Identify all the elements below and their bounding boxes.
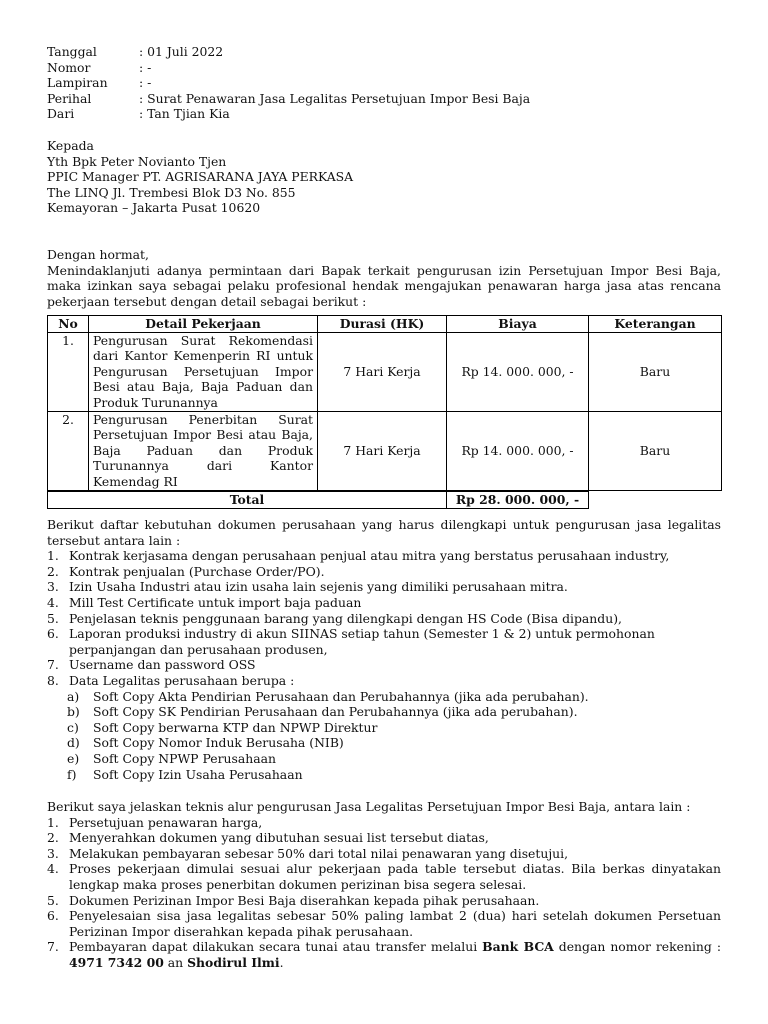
header-row-date <box>47 44 530 60</box>
header-value: : 01 Juli 2022 <box>139 44 224 59</box>
payment-text-part: dengan nomor rekening : <box>553 939 721 955</box>
list-text: Penjelasan teknis penggunaan barang yang dilengkapi dengan HS Code (Bisa dipandu), <box>69 610 622 626</box>
list-text: Username dan password OSS <box>69 657 256 673</box>
sublist-letter: d) <box>67 735 80 751</box>
list-item <box>47 564 721 580</box>
cell-detail: Pengurusan Penerbitan Surat Persetujuan Impor Besi atau Baja, Baja Paduan dan Produk Turunannya dari Kantor Kemendag RI <box>89 411 318 490</box>
header-label: Dari <box>47 106 75 122</box>
list-item <box>47 893 721 909</box>
cell-detail: Pengurusan Surat Rekomendasi dari Kantor Kemenperin RI untuk Pengurusan Persetujuan Impor Besi atau Baja, Baja Paduan dan Produk Turunannya <box>89 332 318 411</box>
documents-list <box>47 548 721 688</box>
account-holder: Shodirul Ilmi <box>187 954 280 970</box>
list-text: Persetujuan penawaran harga, <box>69 814 263 830</box>
payment-text-part: . <box>279 954 284 970</box>
list-number: 6. <box>47 908 59 924</box>
cell-no: 2. <box>48 411 89 490</box>
sublist-letter: a) <box>67 688 80 704</box>
sublist-text: Soft Copy berwarna KTP dan NPWP Direktur <box>93 719 378 735</box>
list-item <box>47 657 721 673</box>
address-line: PPIC Manager PT. AGRISARANA JAYA PERKASA <box>47 169 354 185</box>
list-text: Melakukan pembayaran sebesar 50% dari total nilai penawaran yang disetujui, <box>69 845 569 861</box>
legal-docs-sublist <box>47 689 721 783</box>
list-text: Kontrak kerjasama dengan perusahaan penjual atau mitra yang berstatus perusahaan industry, <box>69 548 670 564</box>
sublist-letter: f) <box>67 766 77 782</box>
letter-header <box>47 44 530 122</box>
list-number: 5. <box>47 610 59 626</box>
sublist-text: Soft Copy Izin Usaha Perusahaan <box>93 766 303 782</box>
column-header: No <box>48 316 89 333</box>
address-line: The LINQ Jl. Trembesi Blok D3 No. 855 <box>47 184 296 200</box>
header-row-attachment <box>47 75 530 91</box>
list-text: Mill Test Certificate untuk import baja paduan <box>69 594 362 610</box>
list-text: Penyelesaian sisa jasa legalitas sebesar 50% paling lambat 2 (dua) hari setelah dokumen Persetuan Perizinan Impor diserahkan kepada pihak perusahaan. <box>69 908 721 939</box>
process-list <box>47 815 721 971</box>
header-label: Nomor <box>47 59 91 75</box>
list-number: 2. <box>47 563 59 579</box>
table-row <box>48 411 722 490</box>
list-number: 8. <box>47 672 59 688</box>
total-row <box>47 491 589 509</box>
list-item <box>47 939 721 970</box>
account-number: 4971 7342 00 <box>69 954 164 970</box>
documents-section <box>47 517 721 782</box>
table-row <box>48 332 722 411</box>
list-number: 1. <box>47 814 59 830</box>
sublist-text: Soft Copy NPWP Perusahaan <box>93 750 276 766</box>
sublist-text: Soft Copy SK Pendirian Perusahaan dan Perubahannya (jika ada perubahan). <box>93 704 578 720</box>
list-item <box>47 830 721 846</box>
sublist-item <box>47 689 721 705</box>
list-text: Data Legalitas perusahaan berupa : <box>69 672 295 688</box>
sublist-item <box>47 767 721 783</box>
work-table <box>47 315 722 491</box>
sublist-item <box>47 751 721 767</box>
header-label: Tanggal <box>47 44 97 59</box>
list-item <box>47 595 721 611</box>
documents-intro: Berikut daftar kebutuhan dokumen perusahaan yang harus dilengkapi untuk pengurusan jasa legalitas tersebut antara lain : <box>47 517 721 548</box>
header-value: : Surat Penawaran Jasa Legalitas Persetujuan Impor Besi Baja <box>139 90 531 106</box>
list-number: 4. <box>47 861 59 877</box>
salutation: Dengan hormat, <box>47 247 149 262</box>
sublist-letter: e) <box>67 750 80 766</box>
header-value: : - <box>139 59 152 75</box>
sublist-text: Soft Copy Nomor Induk Berusaha (NIB) <box>93 735 344 751</box>
cell-duration: 7 Hari Kerja <box>318 411 447 490</box>
header-label: Lampiran <box>47 75 108 91</box>
list-number: 7. <box>47 939 59 955</box>
list-number: 6. <box>47 626 59 642</box>
address-line: Kepada <box>47 138 94 153</box>
list-text: Proses pekerjaan dimulai sesuai alur pekerjaan pada table tersebut diatas. Bila berkas dinyatakan lengkap maka proses penerbitan dokumen perizinan bisa segera selesai. <box>69 861 721 892</box>
column-header: Keterangan <box>589 316 722 333</box>
list-number: 5. <box>47 892 59 908</box>
cell-duration: 7 Hari Kerja <box>318 332 447 411</box>
sublist-item <box>47 735 721 751</box>
payment-text-part: Pembayaran dapat dilakukan secara tunai atau transfer melalui <box>69 939 483 955</box>
total-label: Total <box>48 492 447 509</box>
column-header: Biaya <box>447 316 589 333</box>
sublist-letter: c) <box>67 719 79 735</box>
list-number: 3. <box>47 845 59 861</box>
header-row-number <box>47 60 530 76</box>
header-row-from <box>47 106 530 122</box>
list-text: Menyerahkan dokumen yang dibutuhan sesuai list tersebut diatas, <box>69 830 489 846</box>
list-number: 1. <box>47 548 59 564</box>
list-item <box>47 611 721 627</box>
intro-paragraph: Menindaklanjuti adanya permintaan dari Bapak terkait pengurusan izin Persetujuan Impor Besi Baja, maka izinkan saya sebagai pelaku profesional hendak mengajukan penawaran harga jasa atas rencana pekerjaan tersebut dengan detail sebagai berikut : <box>47 262 721 309</box>
sublist-item <box>47 720 721 736</box>
list-number: 4. <box>47 594 59 610</box>
total-value: Rp 28. 000. 000, - <box>447 492 589 509</box>
list-item <box>47 861 721 892</box>
header-value: : Tan Tjian Kia <box>139 106 230 122</box>
list-item <box>47 846 721 862</box>
list-item <box>47 908 721 939</box>
greeting-block <box>47 247 721 309</box>
list-item <box>47 579 721 595</box>
cell-cost: Rp 14. 000. 000, - <box>447 411 589 490</box>
column-header: Durasi (HK) <box>318 316 447 333</box>
payment-text-part: an <box>163 954 188 970</box>
sublist-letter: b) <box>67 704 80 720</box>
sublist-item <box>47 704 721 720</box>
process-section <box>47 799 721 971</box>
list-item <box>47 673 721 689</box>
list-text: Dokumen Perizinan Impor Besi Baja diserahkan kepada pihak perusahaan. <box>69 892 540 908</box>
column-header: Detail Pekerjaan <box>89 316 318 333</box>
header-label: Perihal <box>47 90 92 106</box>
list-text: Laporan produksi industry di akun SIINAS setiap tahun (Semester 1 & 2) untuk permohonan perpanjangan dan perusahaan produsen, <box>69 626 655 657</box>
sublist-text: Soft Copy Akta Pendirian Perusahaan dan Perubahannya (jika ada perubahan). <box>93 688 589 704</box>
cell-cost: Rp 14. 000. 000, - <box>447 332 589 411</box>
header-row-subject <box>47 91 530 107</box>
list-number: 3. <box>47 579 59 595</box>
list-number: 7. <box>47 657 59 673</box>
address-line: Kemayoran – Jakarta Pusat 10620 <box>47 200 261 216</box>
bank-name: Bank BCA <box>482 939 554 955</box>
list-number: 2. <box>47 830 59 846</box>
cell-note: Baru <box>589 411 722 490</box>
list-item <box>47 815 721 831</box>
table-header-row <box>48 316 722 333</box>
cell-note: Baru <box>589 332 722 411</box>
list-text: Izin Usaha Industri atau izin usaha lain sejenis yang dimiliki perusahaan mitra. <box>69 579 568 595</box>
list-text: Kontrak penjualan (Purchase Order/PO). <box>69 563 325 579</box>
list-item <box>47 548 721 564</box>
process-intro: Berikut saya jelaskan teknis alur pengurusan Jasa Legalitas Persetujuan Impor Besi Baja, antara lain : <box>47 799 691 814</box>
header-value: : - <box>139 75 152 91</box>
recipient-address <box>47 138 353 216</box>
address-line: Yth Bpk Peter Novianto Tjen <box>47 153 227 169</box>
payment-text <box>69 939 721 970</box>
cell-no: 1. <box>48 332 89 411</box>
list-item <box>47 626 721 657</box>
